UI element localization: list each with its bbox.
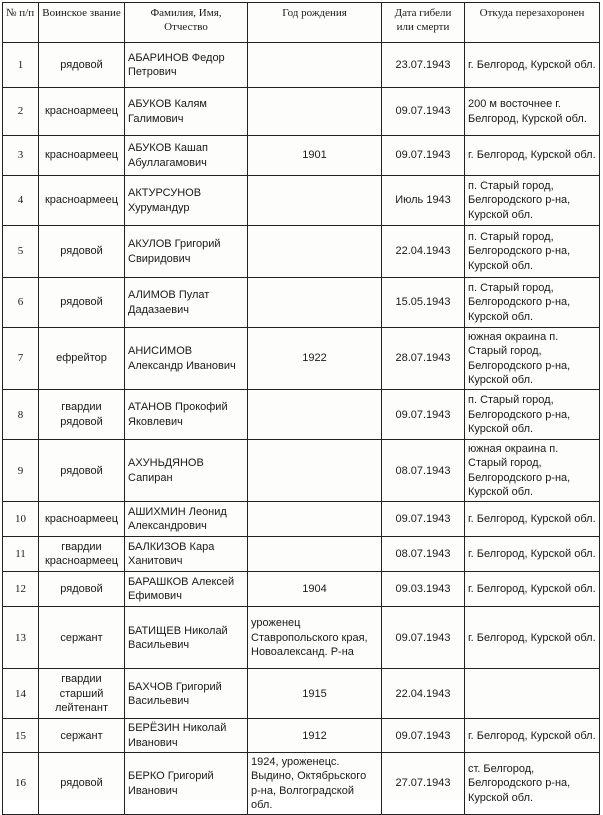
death-date-cell: 22.04.1943 [382,226,465,278]
table-row [3,719,600,753]
row-number: 9 [3,440,39,502]
table-row [3,607,600,669]
death-date-cell: 08.07.1943 [382,440,465,502]
table-row [3,136,600,176]
reburial-origin-cell: ст. Белгород, Белгородского р-на, Курской обл. [465,752,600,814]
reburial-origin-cell: г. Белгород, Курской обл. [465,719,600,753]
name-cell: АТАНОВ Прокофий Яковлевич [125,390,248,440]
rank-cell: рядовой [39,572,125,607]
reburial-origin-cell: г. Белгород, Курской обл. [465,572,600,607]
name-cell: АКУЛОВ Григорий Свиридович [125,226,248,278]
header-name: Фамилия, Имя, Отчество [125,3,248,43]
reburial-origin-cell: г. Белгород, Курской обл. [465,502,600,537]
birth-year-cell: 1912 [248,719,382,753]
birth-year-cell: 1901 [248,136,382,176]
name-cell: АШИХМИН Леонид Александрович [125,502,248,537]
rank-cell: гвардии рядовой [39,390,125,440]
table-row [3,176,600,226]
rank-cell: гвардии красноармеец [39,537,125,572]
burial-register-table [2,2,600,815]
name-cell: АКТУРСУНОВ Хурумандур [125,176,248,226]
row-number: 16 [3,752,39,814]
name-cell: БЕРЁЗИН Николай Иванович [125,719,248,753]
header-death-date: Дата гибели или смерти [382,3,465,43]
header-number: № п/п [3,3,39,43]
rank-cell: рядовой [39,440,125,502]
rank-cell: красноармеец [39,502,125,537]
death-date-cell: Июль 1943 [382,176,465,226]
row-number: 14 [3,669,39,719]
rank-cell: сержант [39,719,125,753]
birth-year-cell [248,226,382,278]
row-number: 1 [3,43,39,88]
reburial-origin-cell: г. Белгород, Курской обл. [465,607,600,669]
rank-cell: рядовой [39,43,125,88]
table-row [3,43,600,88]
birth-year-cell [248,176,382,226]
name-cell: БАЛКИЗОВ Кара Ханитович [125,537,248,572]
reburial-origin-cell: южная окраина п. Старый город, Белгородского р-на, Курской обл. [465,328,600,390]
row-number: 12 [3,572,39,607]
death-date-cell: 22.04.1943 [382,669,465,719]
row-number: 11 [3,537,39,572]
row-number: 2 [3,88,39,136]
death-date-cell: 09.03.1943 [382,572,465,607]
birth-year-cell: уроженец Ставропольского края, Новоалександ. Р-на [248,607,382,669]
death-date-cell: 09.07.1943 [382,88,465,136]
name-cell: БАХЧОВ Григорий Васильевич [125,669,248,719]
row-number: 6 [3,278,39,328]
birth-year-cell [248,88,382,136]
death-date-cell: 09.07.1943 [382,607,465,669]
rank-cell: красноармеец [39,88,125,136]
table-row [3,502,600,537]
birth-year-cell [248,390,382,440]
name-cell: БЕРКО Григорий Иванович [125,752,248,814]
rank-cell: гвардии старший лейтенант [39,669,125,719]
row-number: 13 [3,607,39,669]
header-birth-year: Год рождения [248,3,382,43]
name-cell: АБАРИНОВ Федор Петрович [125,43,248,88]
reburial-origin-cell: п. Старый город, Белгородского р-на, Курской обл. [465,226,600,278]
death-date-cell: 28.07.1943 [382,328,465,390]
header-row [3,3,600,43]
death-date-cell: 15.05.1943 [382,278,465,328]
row-number: 4 [3,176,39,226]
table-row [3,278,600,328]
birth-year-cell [248,278,382,328]
death-date-cell: 09.07.1943 [382,136,465,176]
reburial-origin-cell: южная окраина п. Старый город, Белгородского р-на, Курской обл. [465,440,600,502]
reburial-origin-cell: 200 м восточнее г. Белгород, Курской обл. [465,88,600,136]
name-cell: БАТИЩЕВ Николай Васильевич [125,607,248,669]
birth-year-cell: 1922 [248,328,382,390]
reburial-origin-cell: г. Белгород, Курской обл. [465,537,600,572]
rank-cell: красноармеец [39,136,125,176]
rank-cell: рядовой [39,278,125,328]
death-date-cell: 27.07.1943 [382,752,465,814]
row-number: 3 [3,136,39,176]
table-row [3,328,600,390]
rank-cell: ефрейтор [39,328,125,390]
table-row [3,390,600,440]
table-row [3,88,600,136]
table-row [3,572,600,607]
name-cell: БАРАШКОВ Алексей Ефимович [125,572,248,607]
reburial-origin-cell: п. Старый город, Белгородского р-на, Курской обл. [465,278,600,328]
death-date-cell: 09.07.1943 [382,502,465,537]
table-row [3,440,600,502]
table-body [3,43,600,815]
name-cell: АЛИМОВ Пулат Дадазаевич [125,278,248,328]
rank-cell: рядовой [39,752,125,814]
reburial-origin-cell: п. Старый город, Белгородского р-на, Курской обл. [465,390,600,440]
row-number: 10 [3,502,39,537]
header-rank: Воинское звание [39,3,125,43]
reburial-origin-cell: г. Белгород, Курской обл. [465,43,600,88]
rank-cell: сержант [39,607,125,669]
name-cell: АБУКОВ Калям Галимович [125,88,248,136]
reburial-origin-cell: г. Белгород, Курской обл. [465,136,600,176]
death-date-cell: 23.07.1943 [382,43,465,88]
table-row [3,669,600,719]
name-cell: АХУНЬДЯНОВ Сапиран [125,440,248,502]
row-number: 5 [3,226,39,278]
birth-year-cell [248,43,382,88]
table-row [3,537,600,572]
name-cell: АНИСИМОВ Александр Иванович [125,328,248,390]
birth-year-cell: 1915 [248,669,382,719]
death-date-cell: 09.07.1943 [382,390,465,440]
row-number: 15 [3,719,39,753]
birth-year-cell: 1924, уроженецс. Выдино, Октябрьского р-на, Волгоградской обл. [248,752,382,814]
death-date-cell: 08.07.1943 [382,537,465,572]
header-reburial-origin: Откуда перезахоронен [465,3,600,43]
birth-year-cell: 1904 [248,572,382,607]
death-date-cell: 09.07.1943 [382,719,465,753]
name-cell: АБУКОВ Кашап Абуллагамович [125,136,248,176]
birth-year-cell [248,537,382,572]
row-number: 8 [3,390,39,440]
rank-cell: рядовой [39,226,125,278]
table-row [3,752,600,814]
reburial-origin-cell: п. Старый город, Белгородского р-на, Курской обл. [465,176,600,226]
birth-year-cell [248,502,382,537]
reburial-origin-cell [465,669,600,719]
table-row [3,226,600,278]
rank-cell: красноармеец [39,176,125,226]
birth-year-cell [248,440,382,502]
row-number: 7 [3,328,39,390]
